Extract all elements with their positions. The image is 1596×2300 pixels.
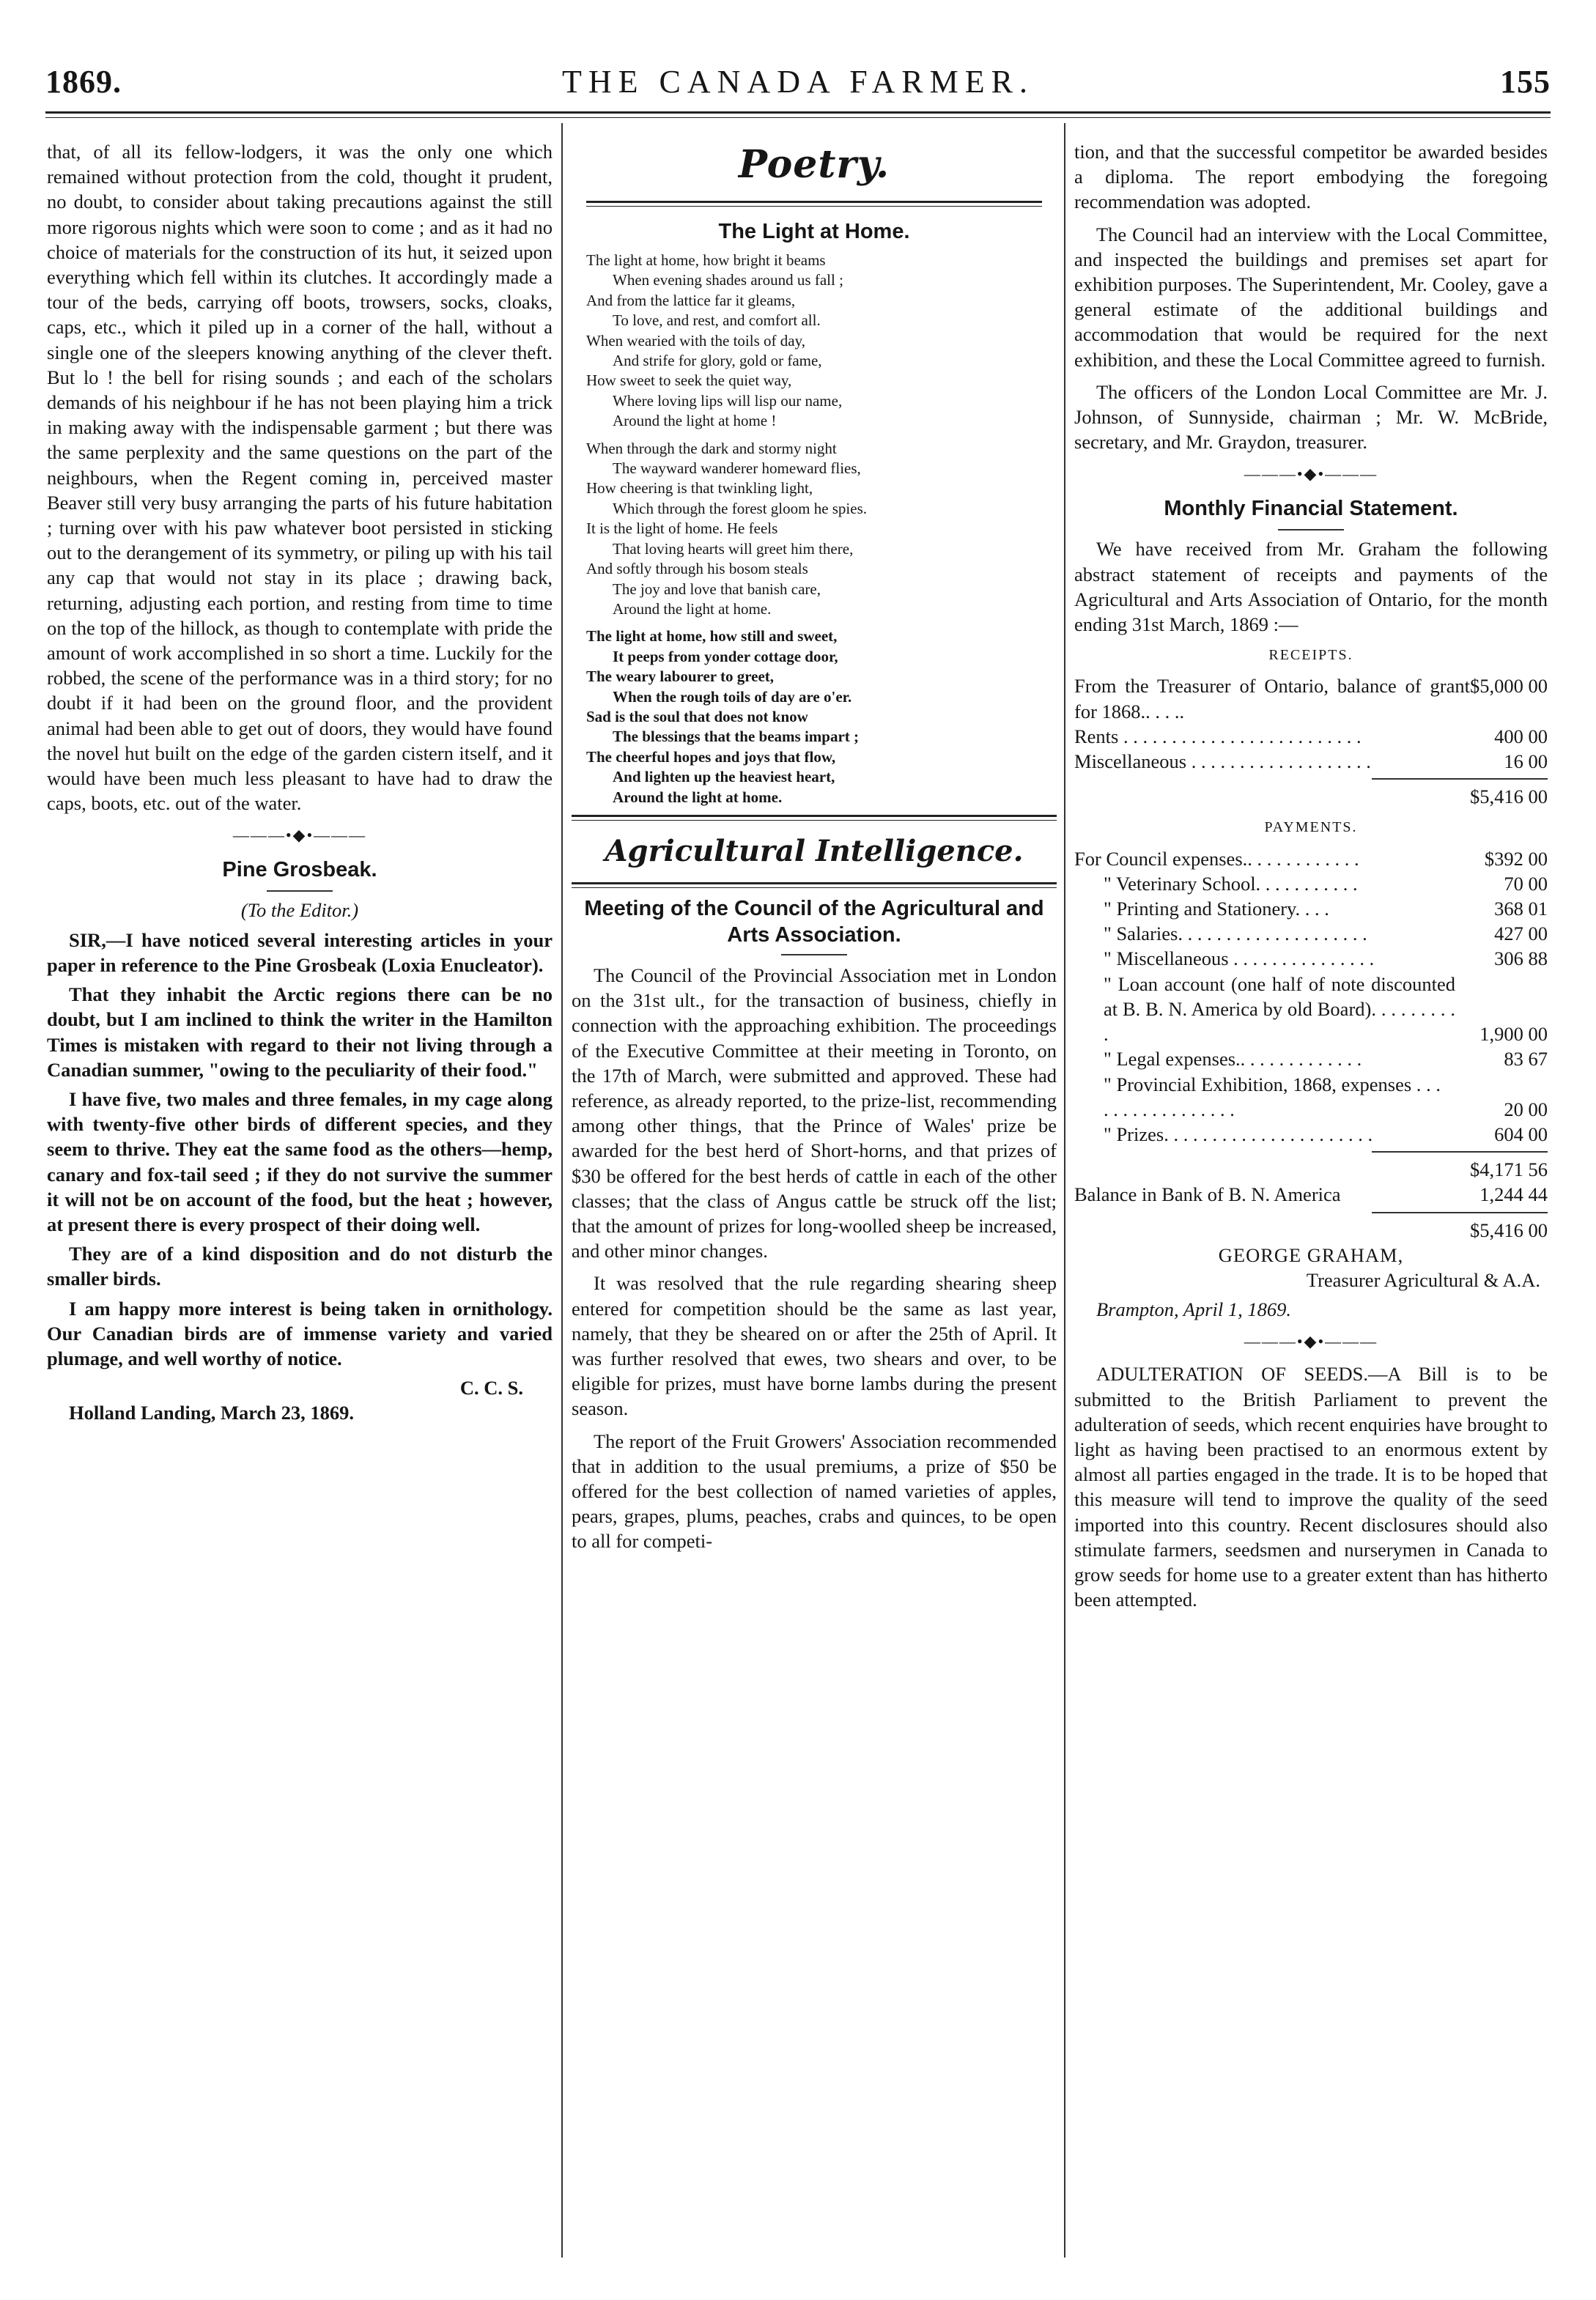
poem-line: When evening shades around us fall ; (613, 271, 843, 289)
section-ornament: ———•◆•——— (232, 826, 367, 845)
ledger-row (1074, 673, 1548, 723)
heading-rule (1278, 529, 1344, 530)
poem-title: The Light at Home. (718, 220, 910, 243)
poem-line: And lighten up the heaviest heart, (613, 768, 835, 786)
poetry-heading: Poetry. (738, 142, 890, 187)
ledger-row (1074, 946, 1548, 971)
ledger-row (1074, 972, 1548, 1047)
financial-intro: We have received from Mr. Graham the following abstract statement of receipts and payments of the Agricultural and Arts Association of Ontario, for the month ending 31st March, 1869 :— (1074, 538, 1548, 636)
poem-stanza-3 (586, 626, 1057, 807)
total-rule (1372, 1212, 1548, 1213)
ledger-row (1074, 921, 1548, 946)
section-rule (572, 882, 1057, 888)
adulteration-paragraph (1074, 1361, 1548, 1612)
grand-total: $5,416 00 (1470, 1219, 1548, 1241)
poem-line: It peeps from yonder cottage door, (613, 647, 838, 665)
ledger-label: For Council expenses.. . . . . . . . . . . . (1074, 847, 1359, 870)
section-ornament: ———•◆•——— (1244, 465, 1378, 484)
heading-rule (586, 201, 1042, 207)
poem-line: The blessings that the beams impart ; (613, 728, 860, 746)
ledger-amount: $392 00 (1484, 847, 1548, 870)
ledger-row (1074, 749, 1548, 774)
total-rule (1372, 1151, 1548, 1153)
poem-line: Where loving lips will lisp our name, (613, 391, 843, 410)
ledger-total-row (1074, 1157, 1548, 1182)
poem-line: It is the light of home. He feels (586, 519, 778, 538)
ledger-amount: 70 00 (1504, 872, 1548, 895)
ledger-amount: 604 00 (1494, 1123, 1548, 1145)
ledger-amount: 83 67 (1504, 1048, 1548, 1071)
statement-date: Brampton, April 1, 1869. (1096, 1298, 1291, 1321)
poem-line: The weary labourer to greet, (586, 668, 775, 686)
receipts-label: RECEIPTS. (1268, 647, 1353, 664)
page-header (45, 63, 1551, 110)
letter-paragraph: I have five, two males and three females, in my cage along with twenty-five other birds of different species, and they seem to thrive. They eat the same food as the others—hemp, canary and fox-tail seed ; if they do not survive the summer it will not be on account of the food, but the heat ; however, at present there is every prospect of their doing well. (47, 1087, 553, 1235)
heading-rule (267, 890, 333, 892)
meeting-paragraph: The officers of the London Local Committee are Mr. J. Johnson, of Sunnyside, chairman ; Mr. W. McBride, secretary, and Mr. Graydon, treasurer. (1074, 380, 1548, 454)
column-divider (561, 123, 563, 2258)
poem-line: Which through the forest gloom he spies. (613, 499, 868, 517)
poem-line: And softly through his bosom steals (586, 560, 808, 578)
adulteration-body: —A Bill is to be submitted to the British Parliament to prevent the adulteration of seeds, which recent enquiries have brought to light as having been practised to an enormous extent by almost all parties engaged in the trade. It is to be hoped that this measure will tend to improve the quality of the seed imported into this country. Recent disclosures should also stimulate farmers, seedsmen and nurserymen in Canada to grow seeds for home use to a greater extent than has hitherto been attempted. (1074, 1363, 1548, 1611)
meeting-paragraph: The Council of the Provincial Association met in London on the 31st ult., for the transaction of business, chiefly in connection with the approaching exhibition. The proceedings of the Executive Committee at their meeting in Toronto, on the 17th of March, were submitted and approved. These had reference, as already reported, to the prize-list, recommending among other things, that the Prince of Wales' prize be awarded for the best herd of Short-horns, and that prizes of $30 be offered for the best herds of cattle in each of the other classes; that the class of Angus cattle be struck off the list; that the amount of prizes for long-woolled sheep be increased, and other minor changes. (572, 964, 1057, 1262)
header-year: 1869. (45, 64, 122, 100)
poem-line: And strife for glory, gold or fame, (613, 352, 822, 370)
ledger-label: " Provincial Exhibition, 1868, expenses . . . . . . . . . . . . . . . . . (1104, 1073, 1441, 1120)
poem-stanza-1 (586, 251, 1057, 432)
poem-line: The joy and love that banish care, (613, 580, 821, 598)
letter-paragraph: SIR,—I have noticed several interesting articles in your paper in reference to the Pine Grosbeak (Loxia Enucleator). (47, 928, 553, 976)
poem-line: Around the light at home. (613, 599, 772, 618)
balance-label: Balance in Bank of B. N. America (1074, 1183, 1341, 1206)
header-rule (45, 111, 1551, 114)
column-1 (47, 139, 553, 1426)
page-number: 155 (1500, 64, 1551, 100)
ledger-label: " Prizes. . . . . . . . . . . . . . . . . . . . . . (1104, 1123, 1373, 1145)
payments-label: PAYMENTS. (1264, 819, 1358, 836)
ledger-row (1074, 1182, 1548, 1207)
ledger-label: From the Treasurer of Ontario, balance of grant for 1868.. . . .. (1074, 675, 1470, 722)
to-editor-line: (To the Editor.) (240, 899, 359, 922)
adulteration-heading: ADULTERATION OF SEEDS. (1096, 1363, 1369, 1386)
payments-total: $4,171 56 (1470, 1158, 1548, 1181)
ledger-label: Miscellaneous . . . . . . . . . . . . . . . . . . . (1074, 750, 1371, 773)
ledger-label: " Loan account (one half of note discounted at B. B. N. America by old Board). . . . . . . . . . (1104, 972, 1455, 1046)
letter-place-date: Holland Landing, March 23, 1869. (69, 1402, 354, 1424)
letter-paragraph: That they inhabit the Arctic regions there can be no doubt, but I am inclined to think the writer in the Hamilton Times is mistaken with regard to their not living through a Canadian summer, "owing to the peculiarity of their food." (47, 983, 553, 1081)
meeting-paragraph: The Council had an interview with the Local Committee, and inspected the buildings and premises set apart for exhibition purposes. The Superintendent, Mr. Cooley, gave a general estimate of the additional buildings and accommodation that would be required for the next exhibition, and these the Local Committee agreed to furnish. (1074, 223, 1548, 371)
poem-line: Around the light at home. (613, 788, 783, 806)
receipts-total: $5,416 00 (1470, 785, 1548, 808)
section-ornament: ———•◆•——— (1244, 1332, 1378, 1351)
poem-line: Around the light at home ! (613, 412, 777, 430)
poem-line: The light at home, how still and sweet, (586, 627, 838, 646)
column-3 (1074, 139, 1548, 1612)
ledger-row (1074, 846, 1548, 871)
ledger-total-row (1074, 1218, 1548, 1243)
header-rule-thin (45, 117, 1551, 118)
meeting-paragraph: The report of the Fruit Growers' Association recommended that in addition to the usual premiums, a prize of $50 be offered for the best collection of named varieties of apples, pears, grapes, plums, peaches, crabs and quinces, to be open to all for competi- (572, 1430, 1057, 1553)
ledger-row (1074, 871, 1548, 896)
signer-title: Treasurer Agricultural & A.A. (1306, 1268, 1540, 1291)
ledger-row (1074, 896, 1548, 921)
agricultural-intelligence-heading: Agricultural Intelligence. (605, 833, 1024, 868)
masthead-title: THE CANADA FARMER. (561, 64, 1034, 100)
poem-line: How cheering is that twinkling light, (586, 479, 813, 498)
meeting-paragraph: It was resolved that the rule regarding shearing sheep entered for competition should be the same as last year, namely, that they be sheared on or after the 25th of April. It was further resolved that ewes, two shears and over, to be eligible for prizes, must have borne lambs during the present season. (572, 1272, 1057, 1420)
poem-line: The cheerful hopes and joys that flow, (586, 747, 836, 766)
ledger-label: " Salaries. . . . . . . . . . . . . . . . . . . . (1104, 922, 1367, 945)
meeting-heading: Meeting of the Council of the Agricultural and Arts Association. (584, 896, 1044, 947)
ledger-label: Rents . . . . . . . . . . . . . . . . . . . . . . . . . (1074, 725, 1362, 747)
ledger-row (1074, 1046, 1548, 1071)
letter-paragraph: They are of a kind disposition and do not disturb the smaller birds. (47, 1243, 553, 1290)
ledger-label: " Printing and Stationery. . . . (1104, 898, 1329, 920)
signer-name: GEORGE GRAHAM, (1218, 1243, 1404, 1266)
poem-line: Sad is the soul that does not know (586, 707, 808, 725)
column-divider (1064, 123, 1065, 2258)
meeting-continued-paragraph: tion, and that the successful competitor be awarded besides a diploma. The report embodying the foregoing recommendation was adopted. (1074, 141, 1548, 213)
poem-line: The light at home, how bright it beams (586, 251, 826, 269)
poem-line: When through the dark and stormy night (586, 439, 837, 457)
poem-stanza-2 (586, 439, 1057, 620)
ledger-amount: 427 00 (1494, 922, 1548, 945)
poem-line: And from the lattice far it gleams, (586, 291, 796, 309)
ledger-amount: 16 00 (1504, 750, 1548, 773)
poem-line: The wayward wanderer homeward flies, (613, 459, 861, 478)
pine-grosbeak-heading: Pine Grosbeak. (222, 858, 377, 882)
ledger-label: " Legal expenses.. . . . . . . . . . . . . (1104, 1048, 1362, 1071)
ledger-amount: 1,900 00 (1479, 1023, 1548, 1046)
total-rule (1372, 778, 1548, 780)
balance-amount: 1,244 44 (1479, 1183, 1548, 1206)
ledger-amount: 368 01 (1494, 898, 1548, 920)
ledger-amount: $5,000 00 (1470, 675, 1548, 698)
ledger-row (1074, 1072, 1548, 1122)
poem-line: To love, and rest, and comfort all. (613, 311, 821, 330)
poem-line: When the rough toils of day are o'er. (613, 687, 852, 706)
poem-line: How sweet to seek the quiet way, (586, 371, 792, 390)
financial-statement-heading: Monthly Financial Statement. (1164, 497, 1458, 521)
poem-line: That loving hearts will greet him there, (613, 539, 854, 558)
ledger-amount: 20 00 (1504, 1098, 1548, 1120)
ledger-total-row (1074, 784, 1548, 809)
ledger-amount: 306 88 (1494, 947, 1548, 970)
poem-line: When wearied with the toils of day, (586, 331, 805, 350)
beaver-story-paragraph: that, of all its fellow-lodgers, it was the only one which remained without protection from the cold, thought it prudent, no doubt, to consider about taking precautions against the still more rigorous nights which were soon to come ; and as it had no choice of materials for the construction of its hut, it seized upon everything which fell within its clutches. It accordingly made a tour of the beds, carrying off boots, trowsers, socks, cloaks, caps, etc., which it piled up in a corner of the hall, without a single one of the sleepers knowing anything of the clever theft. But lo ! the bell for rising sounds ; and each of the scholars demands of his neighbour if he has not been playing him a trick in making away with the indispensable garment ; but there was the same perplexity and the same questions on the part of the neighbours, when the Regent coming in, perceived master Beaver still very busy arranging the parts of his future habitation ; turning over with his paw whatever boot persisted in sticking out to the derangement of its symmetry, or piling up with his tail any cap that would not stay in its place ; drawing back, returning, adjusting each portion, and resting from time to time on the top of the hillock, as though to contemplate with pride the amount of work accomplished in so short a time. Luckily for the robbed, the scene of the performance was in a third story; for no doubt if it had been on the ground floor, and the provident animal had been able to get out of doors, they would have found the novel hut built on the edge of the garden cistern itself, and it would have been much less pleasant to have had to draw the caps, boots, etc. out of the water. (47, 141, 553, 815)
ledger-label: " Veterinary School. . . . . . . . . . . (1104, 872, 1358, 895)
letter-paragraph: I am happy more interest is being taken in ornithology. Our Canadian birds are of immense variety and varied plumage, and well worthy of notice. (47, 1297, 553, 1369)
column-2 (572, 139, 1057, 1554)
ledger-row (1074, 1122, 1548, 1147)
ledger-label: " Miscellaneous . . . . . . . . . . . . . . . (1104, 947, 1375, 970)
ledger-row (1074, 724, 1548, 749)
letter-signature: C. C. S. (459, 1377, 523, 1399)
heading-rule (781, 954, 847, 955)
ledger-amount: 400 00 (1494, 725, 1548, 747)
section-rule (572, 815, 1057, 821)
